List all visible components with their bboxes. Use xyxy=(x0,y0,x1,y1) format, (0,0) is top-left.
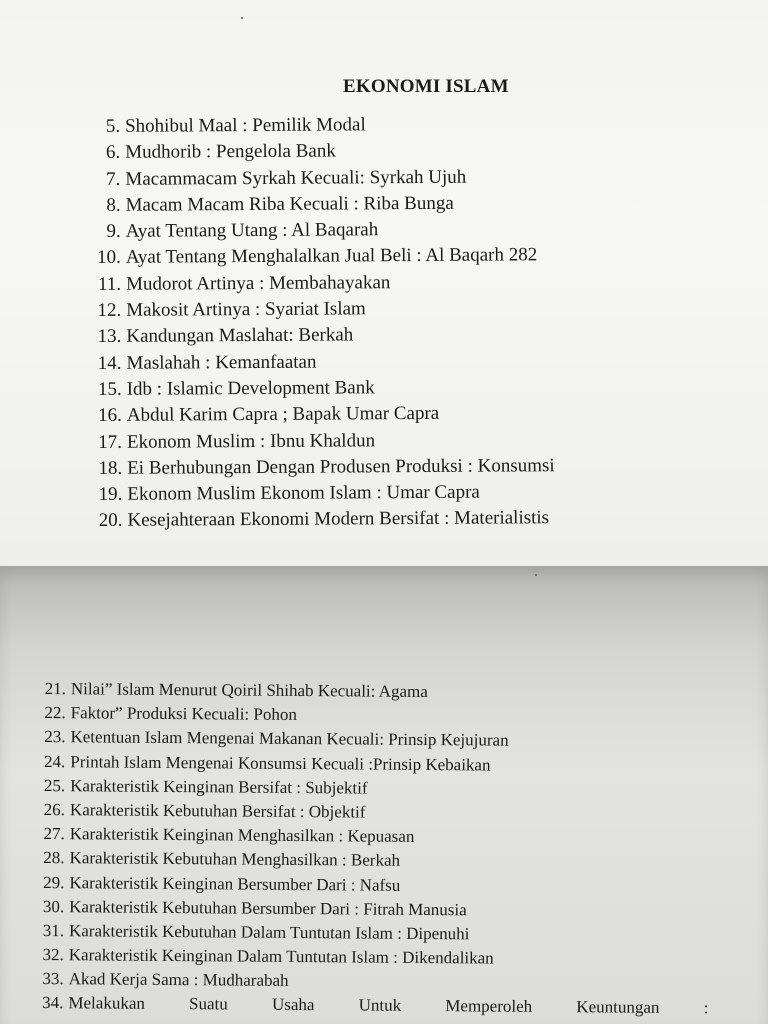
justified-item-text xyxy=(68,992,708,1021)
item-word: : xyxy=(703,998,709,1018)
list-item xyxy=(91,295,554,324)
item-text: Macammacam Syrkah Kecuali: Syrkah Ujuh xyxy=(125,166,467,190)
item-text: Kesejahteraan Ekonomi Modern Bersifat : Materialistis xyxy=(127,507,550,532)
item-text: Ayat Tentang Menghalalkan Jual Beli : Al Baqarh 282 xyxy=(125,244,538,269)
item-text: Karakteristik Keinginan Dalam Tuntutan Islam : Dikendalikan xyxy=(68,945,494,968)
item-number: 19. xyxy=(98,483,123,506)
item-text: Mudhorib : Pengelola Bank xyxy=(125,140,336,164)
list-item xyxy=(90,111,553,140)
item-word: Melakukan xyxy=(68,993,145,1014)
item-text: Ketentuan Islam Mengenai Makanan Kecuali: Prinsip Kejujuran xyxy=(70,727,509,751)
paper-speck xyxy=(535,574,537,576)
item-word: Untuk xyxy=(358,995,402,1016)
item-text: Maslahah : Kemanfaatan xyxy=(126,351,317,374)
item-word: Usaha xyxy=(271,995,315,1015)
item-number: 28. xyxy=(43,848,65,868)
item-number: 24. xyxy=(44,751,66,771)
page-title: EKONOMI ISLAM xyxy=(343,76,509,97)
list-item xyxy=(92,400,555,429)
item-number: 34. xyxy=(42,993,64,1013)
list-item xyxy=(91,216,554,245)
list-item xyxy=(92,506,555,535)
item-number: 31. xyxy=(42,920,65,941)
item-number: 9. xyxy=(106,221,121,243)
item-number: 25. xyxy=(43,775,66,795)
item-text: Karakteristik Keinginan Bersumber Dari : Nafsu xyxy=(69,872,401,895)
item-number: 11. xyxy=(97,273,122,295)
item-number: 17. xyxy=(98,431,123,453)
item-number: 15. xyxy=(97,378,122,400)
item-number: 18. xyxy=(98,457,123,479)
item-text: Ekonom Muslim Ekonom Islam : Umar Capra xyxy=(127,481,480,505)
item-text: Ayat Tentang Utang : Al Baqarah xyxy=(125,219,379,242)
item-number: 29. xyxy=(43,872,65,892)
item-number: 13. xyxy=(97,326,122,348)
item-text: Macam Macam Riba Kecuali : Riba Bunga xyxy=(125,192,454,216)
item-text: Kandungan Maslahat: Berkah xyxy=(126,324,354,348)
item-number: 23. xyxy=(44,727,66,747)
item-number: 22. xyxy=(44,703,66,723)
item-text: Karakteristik Kebutuhan Dalam Tuntutan Islam : Dipenuhi xyxy=(68,921,470,944)
item-number: 32. xyxy=(42,945,64,965)
item-text: Makosit Artinya : Syariat Islam xyxy=(126,298,366,321)
item-number: 8. xyxy=(106,194,121,216)
item-number: 26. xyxy=(43,799,66,820)
item-number: 20. xyxy=(98,510,123,532)
item-text: Karakteristik Kebutuhan Bersumber Dari : Fitrah Manusia xyxy=(69,896,467,920)
item-number: 30. xyxy=(42,896,65,916)
answer-list-bottom xyxy=(41,677,711,1021)
item-text: Printah Islam Mengenai Konsumsi Kecuali :Prinsip Kebaikan xyxy=(70,751,491,775)
item-text: Abdul Karim Capra ; Bapak Umar Capra xyxy=(126,403,440,427)
item-number: 33. xyxy=(42,969,64,989)
paper-speck xyxy=(241,17,243,19)
list-item xyxy=(90,190,553,219)
list-item xyxy=(92,453,555,482)
item-number: 7. xyxy=(106,168,121,190)
item-word: Suatu xyxy=(189,994,228,1014)
item-word: Memperoleh xyxy=(445,996,533,1017)
item-text: Ekonom Muslim : Ibnu Khaldun xyxy=(126,429,376,453)
item-number: 10. xyxy=(97,247,121,269)
list-item xyxy=(92,427,555,456)
list-item xyxy=(91,243,554,272)
item-number: 6. xyxy=(105,142,121,164)
item-text: Idb : Islamic Development Bank xyxy=(126,377,375,400)
item-number: 16. xyxy=(98,405,122,427)
item-text: Karakteristik Keinginan Menghasilkan : Kepuasan xyxy=(69,824,415,847)
item-text: Shohibul Maal : Pemilik Modal xyxy=(125,114,366,137)
item-text: Karakteristik Keinginan Bersifat : Subjektif xyxy=(70,775,368,798)
list-item xyxy=(90,137,553,166)
item-word: Keuntungan xyxy=(576,997,660,1018)
item-number: 27. xyxy=(43,824,65,844)
item-number: 12. xyxy=(97,299,122,322)
list-item xyxy=(92,479,555,508)
list-item xyxy=(91,269,554,298)
item-text: Faktor” Produksi Kecuali: Pohon xyxy=(70,703,297,725)
list-item xyxy=(92,374,555,403)
item-number: 14. xyxy=(97,352,122,374)
item-text: Mudorot Artinya : Membahayakan xyxy=(125,271,391,295)
item-text: Ei Berhubungan Dengan Produsen Produksi : Konsumsi xyxy=(127,455,555,479)
item-number: 21. xyxy=(44,679,66,699)
item-text: Akad Kerja Sama : Mudharabah xyxy=(68,969,289,991)
list-item xyxy=(91,322,554,351)
item-text: Karakteristik Kebutuhan Menghasilkan : Berkah xyxy=(69,848,401,871)
answer-list-top xyxy=(90,111,555,535)
list-item xyxy=(90,164,553,193)
item-text: Karakteristik Kebutuhan Bersifat : Objektif xyxy=(69,800,366,822)
item-text: Nilai” Islam Menurut Qoiril Shihab Kecuali: Agama xyxy=(70,679,428,702)
item-number: 5. xyxy=(105,115,121,137)
list-item xyxy=(91,348,554,377)
